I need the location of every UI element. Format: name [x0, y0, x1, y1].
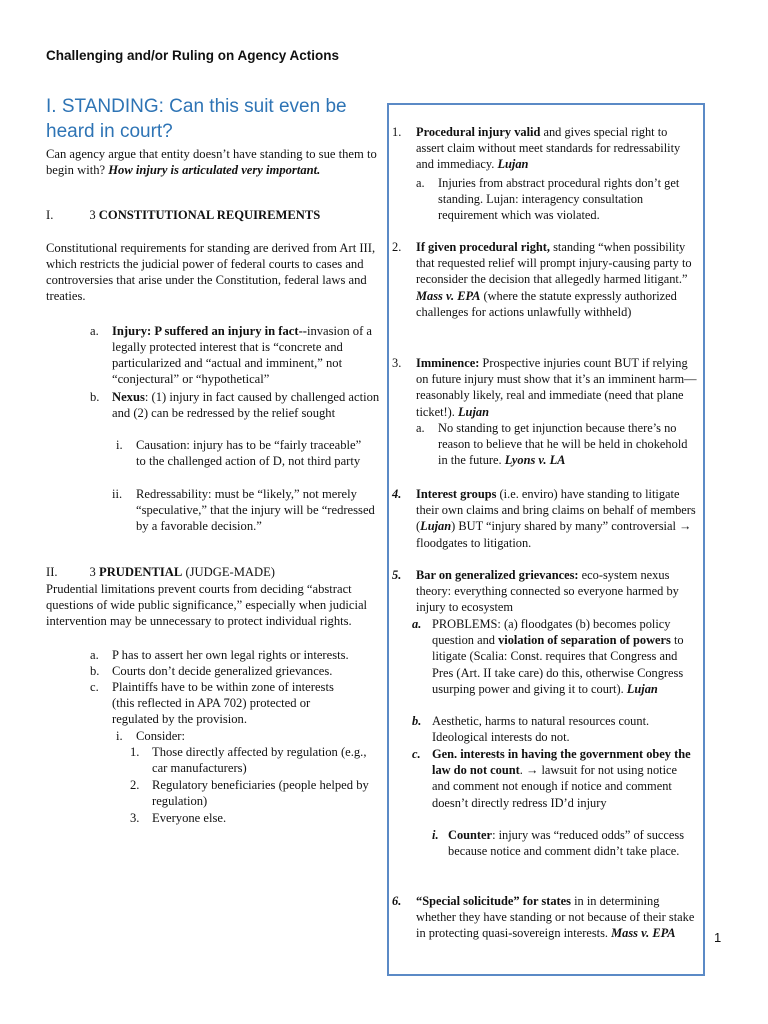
document-title: Challenging and/or Ruling on Agency Actions: [46, 48, 340, 63]
part2-description: Prudential limitations prevent courts from deciding “abstract questions of wide public significance,” especially when judicial intervention may be unnecessary to protect individual rights.: [46, 582, 368, 628]
part1-heading: I. 3 CONSTITUTIONAL REQUIREMENTS: [46, 208, 321, 222]
part2-heading: II. 3 PRUDENTIAL (JUDGE-MADE): [46, 565, 275, 579]
page-number: 1: [714, 930, 722, 945]
section-heading: I. STANDING: Can this suit even be heard in court?: [46, 96, 347, 142]
part1-description: Constitutional requirements for standing are derived from Art III, which restricts the judicial power of federal courts to cases and controversies that arise under the Constitution, federal laws and treaties.: [46, 241, 376, 303]
intro-paragraph: Can agency argue that entity doesn’t have standing to sue them to begin with? How injury is articulated very important.: [46, 147, 377, 177]
